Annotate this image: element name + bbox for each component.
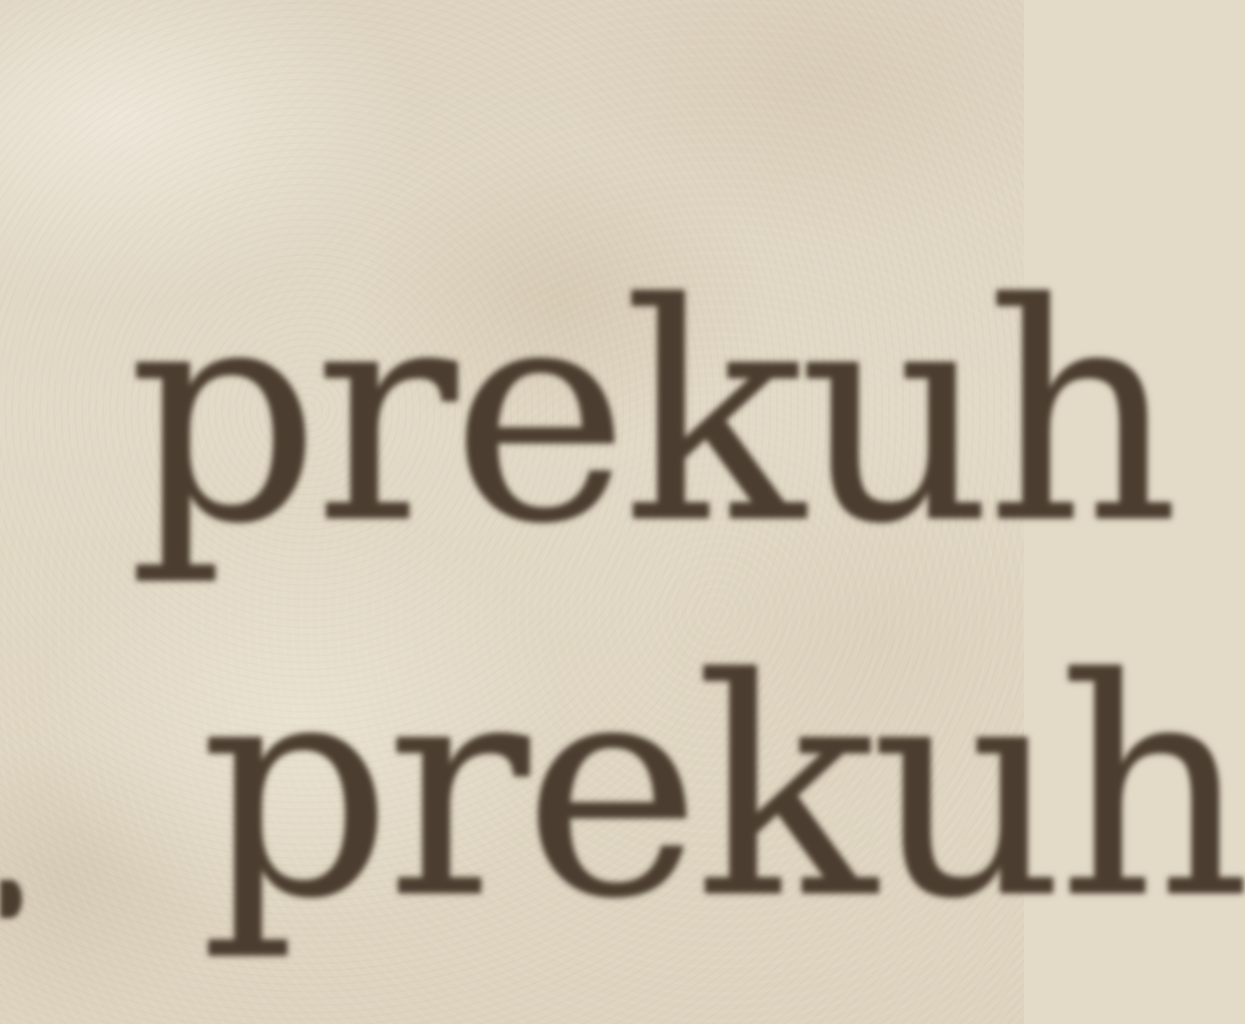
- ink-dot-fragment: [0, 880, 22, 918]
- text-line-2: prekuh: [200, 615, 1245, 964]
- text-line-1: prekuh: [128, 240, 1174, 589]
